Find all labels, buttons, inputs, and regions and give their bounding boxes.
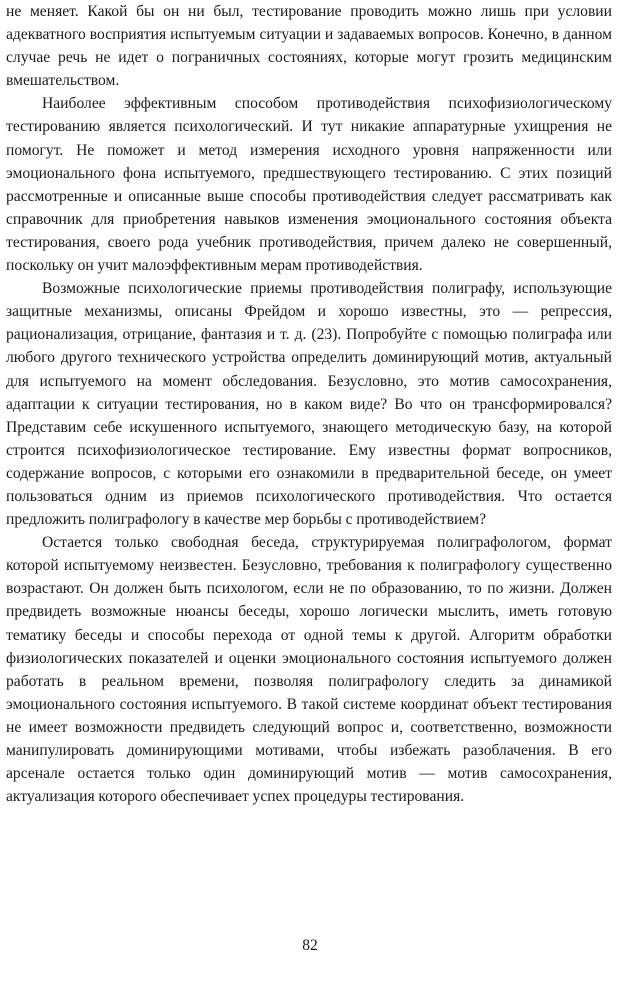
paragraph: Возможные психологические приемы противодействия полиграфу, использующие защитные механизмы, описаны Фрейдом и хорошо известны, это — репрессия, рационализация, отрицание, фантазия и т. д. (23). Попробуйте с помощью полиграфа или любого другого технического устройства определить доминирующий мотив, актуальный для испытуемого на момент обследования. Безусловно, это мотив самосохранения, адаптации к ситуации тестирования, но в каком виде? Во что он трансформировался? Представим себе искушенного испытуемого, знающего методическую базу, на которой строится психофизиологическое тестирование. Ему известны формат вопросников, содержание вопросов, с которыми его ознакомили в предварительной беседе, он умеет пользоваться одним из приемов психологического противодействия. Что остается предложить полиграфологу в качестве мер борьбы с противодействием? (6, 280, 612, 529)
body-text (6, 0, 612, 808)
page-number: 82 (302, 937, 318, 954)
paragraph: Остается только свободная беседа, структурируемая полиграфологом, формат которой испытуемому неизвестен. Безусловно, требования к полиграфологу существенно возрастают. Он должен быть психологом, если не по образованию, то по жизни. Должен предвидеть возможные нюансы беседы, хорошо логически мыслить, иметь готовую тематику беседы и способы перехода от одной темы к другой. Алгоритм обработки физиологических показателей и оценки эмоционального состояния испытуемого должен работать в реальном времени, позволяя полиграфологу следить за динамикой эмоционального состояния испытуемого. В такой системе координат объект тестирования не имеет возможности предвидеть следующий вопрос и, соответственно, возможности манипулировать доминирующими мотивами, чтобы избежать разоблачения. В его арсенале остается только один доминирующий мотив — мотив самосохранения, актуализация которого обеспечивает успех процедуры тестирования. (6, 534, 612, 806)
paragraph-continuation: не меняет. Какой бы он ни был, тестирование проводить можно лишь при условии адекватного восприятия испытуемым ситуации и задаваемых вопросов. Конечно, в данном случае речь не идет о пограничных состояниях, которые могут грозить медицинским вмешательством. (6, 3, 612, 90)
paragraph: Наиболее эффективным способом противодействия психофизиологическому тестированию является психологический. И тут никакие аппаратурные ухищрения не помогут. Не поможет и метод измерения исходного уровня напряженности или эмоционального фона испытуемого, предшествующего тестированию. С этих позиций рассмотренные и описанные выше способы противодействия следует рассматривать как справочник для приобретения навыков изменения эмоционального состояния объекта тестирования, своего рода учебник противодействия, причем далеко не совершенный, поскольку он учит малоэффективным мерам противодействия. (6, 95, 612, 275)
